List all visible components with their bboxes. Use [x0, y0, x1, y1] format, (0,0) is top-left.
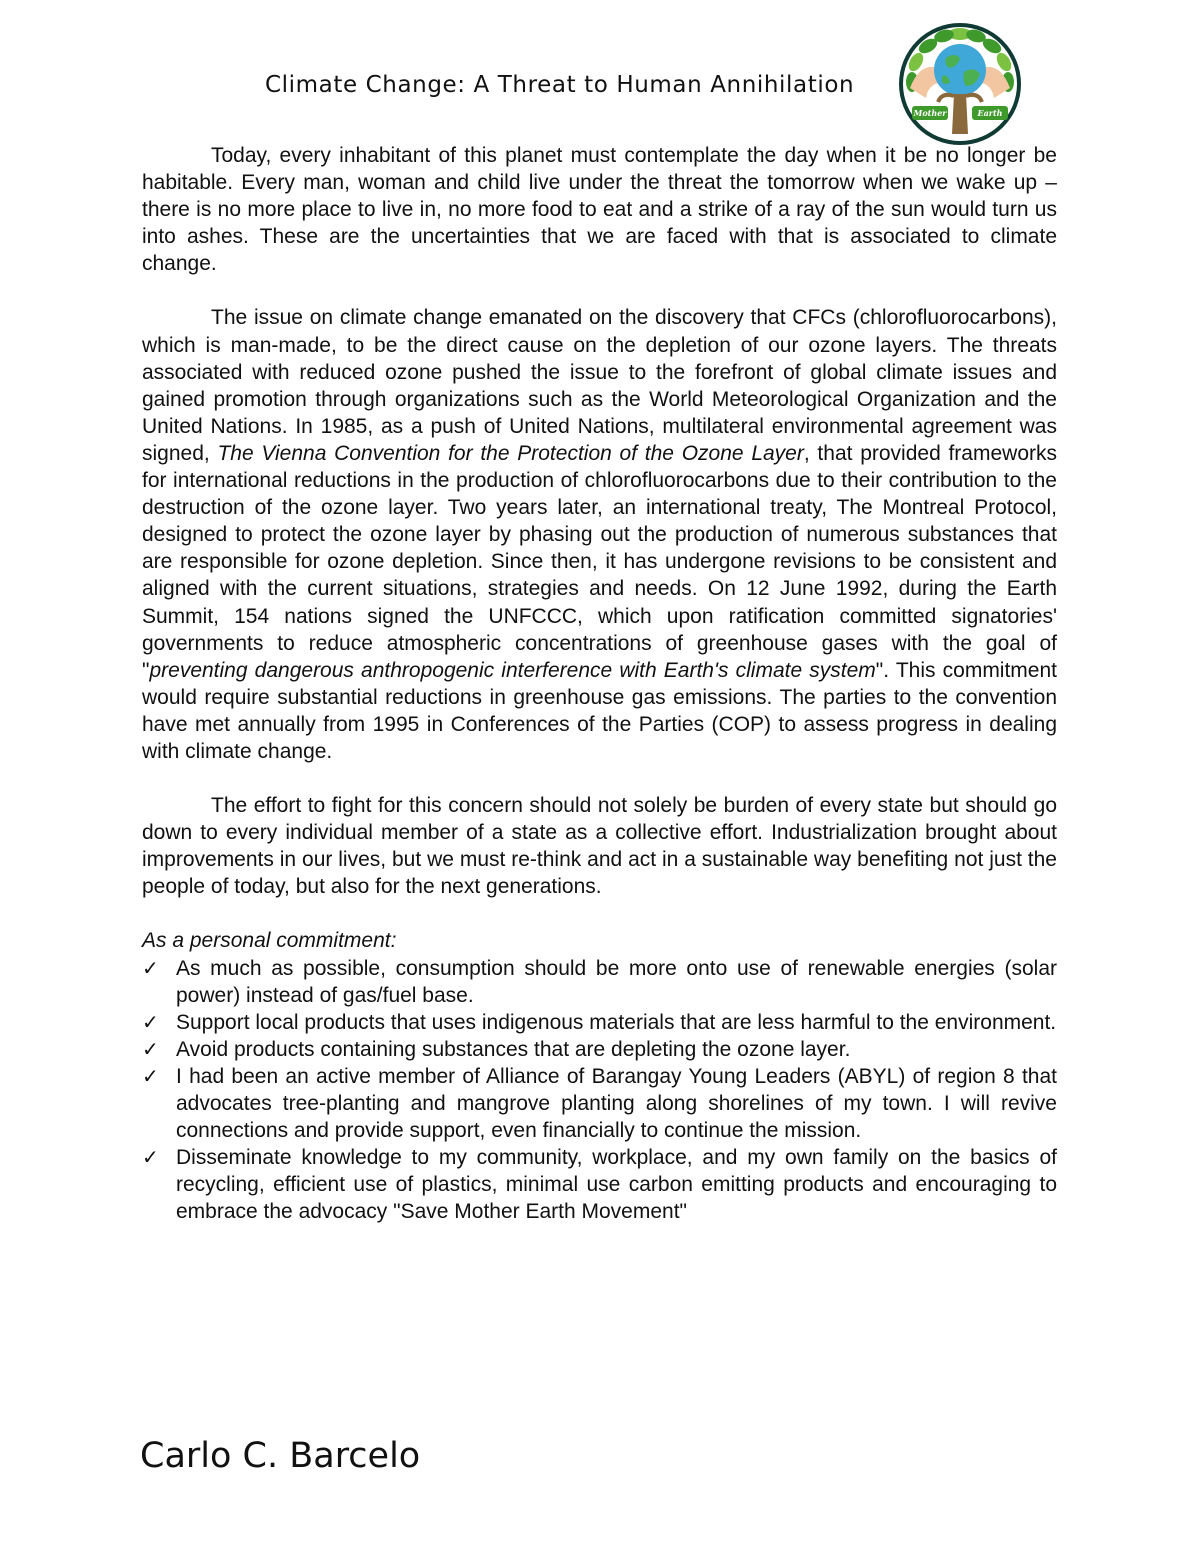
list-item: [142, 1009, 1057, 1036]
paragraph-history: [142, 304, 1057, 765]
document-title: Climate Change: A Threat to Human Annihilation: [265, 72, 855, 98]
list-item: [142, 1144, 1057, 1225]
paragraph-history-part2: , that provided frameworks for international reductions in the production of chlorofluorocarbons due to their contribution to the destruction of the ozone layer. Two years later, an international treaty, The Montreal Protocol, designed to protect the ozone layer by phasing out the production of numerous substances that are responsible for ozone depletion. Since then, it has undergone revisions to be consistent and aligned with the current situations, strategies and needs. On 12 June 1992, during the Earth Summit, 154 nations signed the UNFCCC, which upon ratification committed signatories' governments to reduce atmospheric concentrations of greenhouse gases with the goal of ": [142, 441, 1057, 682]
list-item: [142, 955, 1057, 1009]
list-item-text: Avoid products containing substances that are depleting the ozone layer.: [176, 1037, 851, 1061]
mother-earth-logo: [898, 22, 1022, 146]
checkmark-icon: ✓: [142, 1063, 159, 1088]
commitment-label: As a personal commitment:: [142, 929, 397, 953]
list-item-text: As much as possible, consumption should be more onto use of renewable energies (solar power) instead of gas/fuel base.: [176, 956, 1057, 1007]
globe-icon: [934, 44, 986, 96]
list-item-text: I had been an active member of Alliance of Barangay Young Leaders (ABYL) of region 8 that advocates tree-planting and mangrove planting along shorelines of my town. I will revive connections and provide support, even financially to continue the mission.: [176, 1064, 1057, 1143]
logo-text-left: Mother: [913, 108, 947, 118]
checkmark-icon: ✓: [142, 1009, 159, 1034]
list-item-text: Support local products that uses indigenous materials that are less harmful to the environment.: [176, 1010, 1057, 1034]
checkmark-icon: ✓: [142, 955, 159, 980]
paragraph-effort: The effort to fight for this concern should not solely be burden of every state but should go down to every individual member of a state as a collective effort. Industrialization brought about improvements in our lives, but we must re-think and act in a sustainable way benefiting not just the people of today, but also for the next generations.: [142, 794, 1057, 899]
tree-trunk-icon: [952, 94, 968, 134]
paragraph-history-part3: ". This commitment would require substantial reductions in greenhouse gas emissions. The parties to the convention have met annually from 1995 in Conferences of the Parties (COP) to assess progress in dealing with climate change.: [142, 658, 1057, 763]
vienna-convention-title: The Vienna Convention for the Protection of the Ozone Layer: [217, 441, 804, 465]
checkmark-icon: ✓: [142, 1036, 159, 1061]
commitment-list: [142, 955, 1057, 1226]
paragraph-history-part1: The issue on climate change emanated on the discovery that CFCs (chlorofluorocarbons), which is man-made, to be the direct cause on the depletion of our ozone layers. The threats associated with reduced ozone pushed the issue to the forefront of global climate issues and gained promotion through organizations such as the World Meteorological Organization and the United Nations. In 1985, as a push of United Nations, multilateral environmental agreement was signed,: [142, 306, 1057, 465]
author-name: Carlo C. Barcelo: [140, 1436, 421, 1476]
unfccc-goal-quote: preventing dangerous anthropogenic interference with Earth's climate system: [149, 658, 876, 682]
list-item: [142, 1063, 1057, 1144]
paragraph-intro: Today, every inhabitant of this planet must contemplate the day when it be no longer be habitable. Every man, woman and child live under the threat the tomorrow when we wake up – there is no more place to live in, no more food to eat and a strike of a ray of the sun would turn us into ashes. These are the uncertainties that we are faced with that is associated to climate change.: [142, 144, 1057, 276]
list-item: [142, 1036, 1057, 1063]
logo-text-right: Earth: [977, 108, 1003, 118]
list-item-text: Disseminate knowledge to my community, workplace, and my own family on the basics of recycling, efficient use of plastics, minimal use carbon emitting products and encouraging to embrace the advocacy "Save Mother Earth Movement": [176, 1146, 1057, 1224]
document-body: [142, 142, 1057, 1225]
checkmark-icon: ✓: [142, 1145, 159, 1170]
